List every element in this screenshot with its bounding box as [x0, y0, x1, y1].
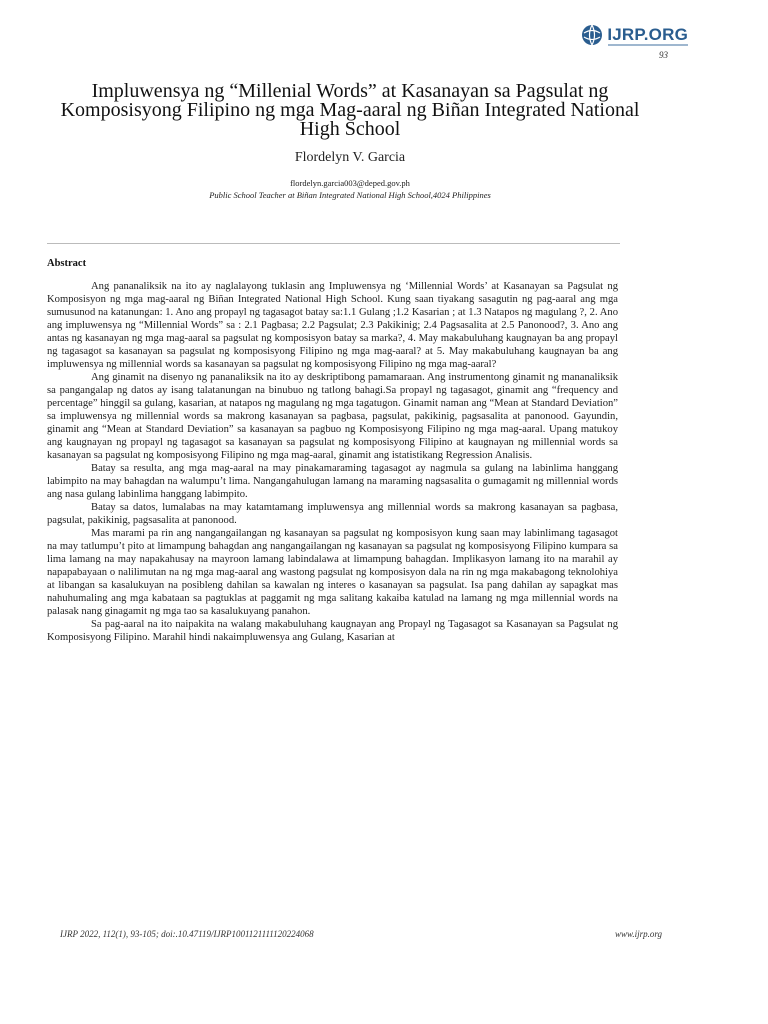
abstract-paragraph: Batay sa resulta, ang mga mag-aaral na may pinakamaraming tagasagot ay nagmula sa gulang na labinlima hanggang labimpito na may bahagdan na walumpu’t lima. Nangangahulugan lamang na maraming nagsasalita o gumagamit ng millennial words ang nasa gulang labinlima hanggang labimpito. [47, 463, 618, 500]
author-email: flordelyn.garcia003@deped.gov.ph [290, 178, 410, 188]
abstract-paragraph: Ang pananaliksik na ito ay naglalayong tuklasin ang Impluwensya ng ‘Millennial Words’ at Kasanayan sa Pagsulat ng Komposisyon ng mga mag-aaral ng Biñan Integrated National High School. Kung saan tiyakang sasagutin ng pag-aaral ang mga sumusunod na katanungan: 1. Ano ang propayl ng tagasagot batay sa:1.1 Gulang ;1.2 Kasarian ; at 1.3 Natapos ng magulang ?, 2. Ano ang impluwensya ng “Millennial Words” sa : 2.1 Pagbasa; 2.2 Pagsulat; 2.3 Pakikinig; 2.4 Pagsasalita at 2.5 Panonood?, 3. Ano ang antas ng kasanayan ng mga mag-aaral sa pagsulat ng komposisyon batay sa marka?, 4. May makabuluhang kaugnayan ba ang propayl ng tagasagot sa kasanayan sa pagsulat ng komposisyong Filipino ng mga mag-aaral? at 5. May makabuluhang kaugnayan ba ang impluwensya ng millennial words sa kasanayan sa pagsulat ng komposisyong Filipino ng mga mag-aaral? [47, 281, 618, 370]
paper-title: Impluwensya ng “Millenial Words” at Kasanayan sa Pagsulat ng Komposisyong Filipino ng mga Mag-aaral ng Biñan Integrated National High School [60, 80, 640, 140]
abstract-paragraph: Batay sa datos, lumalabas na may katamtamang impluwensya ang millennial words sa makrong kasanayan sa pagbasa, pagsulat, pakikinig, pagsasalita at panonood. [47, 502, 618, 526]
page-number: 93 [659, 50, 668, 60]
abstract-body [47, 280, 618, 644]
abstract-paragraph: Sa pag-aaral na ito naipakita na walang makabuluhang kaugnayan ang Propayl ng Tagasagot sa Kasanayan sa Pagsulat ng Komposisyong Filipino. Marahil hindi nakaimpluwensya ang Gulang, Kasarian at [47, 619, 618, 643]
header-divider [47, 243, 620, 244]
abstract-paragraph: Ang ginamit na disenyo ng pananaliksik na ito ay deskriptibong pamamaraan. Ang instrumentong ginamit ng mananaliksik sa pangangalap ng datos ay isang talatanungan na binubuo ng tatlong bahagi.Sa propayl ng tagasagot, ginamit ang “frequency and percentage” hinggil sa gulang, kasarian, at natapos ng magulang ng mga tagatugon. Ginamit naman ang “Mean at Standard Deviation” sa impluwensya ng millennial words sa makrong kasanayan sa pagbasa, pagsulat, pakikinig, pagsasalita at panonood. Gayundin, ginamit ang “Mean at Standard Deviation” sa kasanayan sa pagbuo ng Komposisyong Filipino ng mga mag-aaral. Upang matukoy ang kaugnayan ng propayl ng tagasagot sa kasanayan sa pagsulat ng komposisyong Filipino at kaugnayan ng millennial words sa kasanayan sa pagsulat ng komposisyong Filipino ng mga mag-aaral, ginamit ang istatistikang Regression Analisis. [47, 372, 618, 461]
abstract-heading: Abstract [47, 258, 87, 269]
footer-website: www.ijrp.org [614, 929, 662, 939]
author-name: Flordelyn V. Garcia [294, 150, 406, 165]
footer-citation: IJRP 2022, 112(1), 93-105; doi:.10.47119/IJRP1001121111120224068 [60, 929, 314, 939]
journal-logo [581, 24, 688, 46]
abstract-paragraph: Mas marami pa rin ang nangangailangan ng kasanayan sa pagsulat ng komposisyon kung saan may labinlimang tagasagot na may tatlumpu’t pito at limampung bahagdan ang nangangailangan ng kasanayan sa pagsulat ng komposisyong Filipino kumpara sa lima lamang na may napakahusay na mayroon lamang labindalawa at limampung bahagdan. Implikasyon lamang ito na marahil ay napapabayaan o nalilimutan na ng mga mag-aaral ang wastong pagsulat ng komposisyon dala na rin ng mga makabagong teknolohiya at libangan sa kasalukuyan na posibleng dahilan sa kawalan ng interes o kasanayan sa pagsulat. Isa pang dahilan ay sapagkat mas nahuhumaling ang mga kabataan sa pagtuklas at paggamit ng mga salitang kakaiba katulad na lamang ng mga millennial words na palasak nang ginagamit ng mga tao sa kasalukuyang panahon. [47, 528, 618, 617]
globe-icon [581, 24, 603, 46]
logo-text: IJRP.ORG [607, 25, 688, 44]
logo-underline [608, 44, 688, 46]
author-affiliation: Public School Teacher at Biñan Integrated National High School,4024 Philippines [209, 190, 491, 200]
